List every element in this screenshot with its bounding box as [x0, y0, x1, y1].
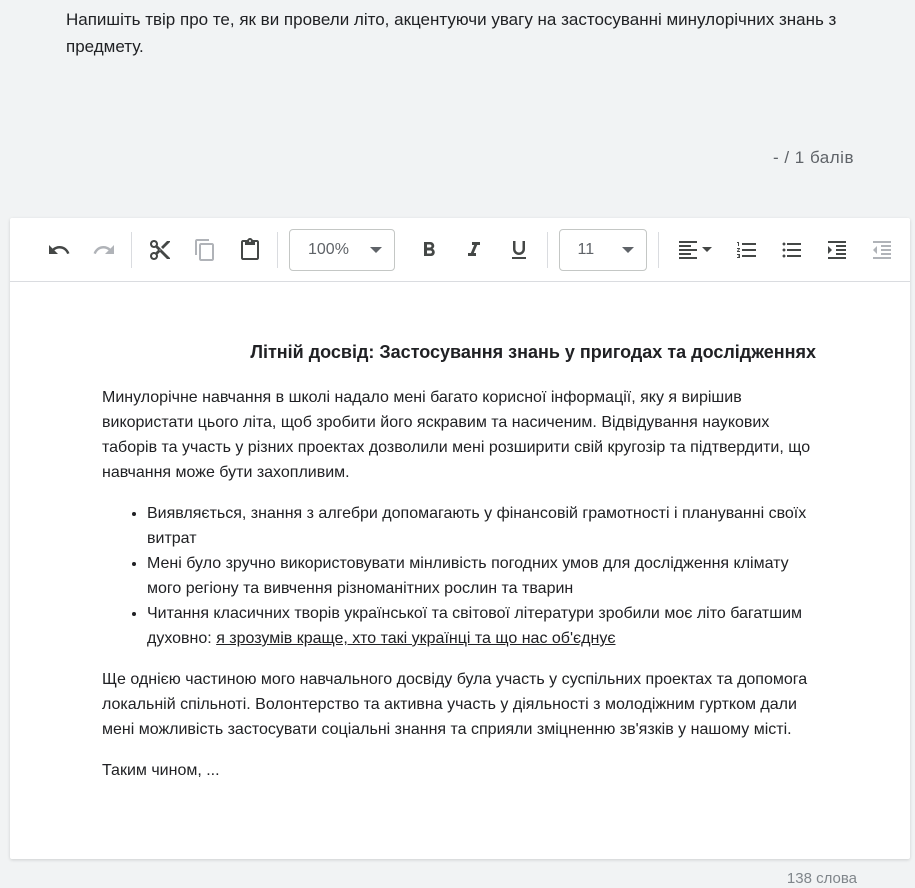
list-item	[147, 601, 822, 651]
italic-button[interactable]	[457, 233, 491, 267]
chevron-down-icon	[702, 247, 712, 252]
word-count: 138 слова	[786, 870, 857, 887]
toolbar-divider	[547, 232, 548, 268]
align-button[interactable]	[669, 233, 719, 267]
toolbar-divider	[277, 232, 278, 268]
numbered-list-button[interactable]	[730, 233, 764, 267]
redo-button[interactable]	[87, 233, 121, 267]
text-editor	[10, 218, 910, 859]
paste-button[interactable]	[233, 233, 267, 267]
bold-icon	[417, 238, 441, 262]
cut-icon	[148, 238, 172, 262]
indent-decrease-button[interactable]	[865, 233, 899, 267]
indent-increase-button[interactable]	[820, 233, 854, 267]
bold-button[interactable]	[412, 233, 446, 267]
editor-toolbar	[10, 218, 910, 282]
document-title: Літній досвід: Застосування знань у пригодах та дослідженнях	[250, 342, 816, 362]
question-prompt: Напишіть твір про те, як ви провели літо, акцентуючи увагу на застосуванні минулорічних знань з предмету.	[66, 10, 837, 56]
paragraph: Минулорічне навчання в школі надало мені багато корисної інформації, яку я вирішив використати цього літа, щоб зробити його яскравим та насиченим. Відвідування наукових таборів та участь у різних проектах дозволили мені розширити свій кругозір та підтвердити, що навчання може бути захопливим.	[102, 389, 811, 481]
font-size-select[interactable]	[559, 229, 647, 271]
bullet-list	[102, 501, 822, 651]
chevron-down-icon	[370, 247, 382, 253]
paragraph: Таким чином, ...	[102, 762, 220, 779]
italic-icon	[462, 238, 486, 262]
score-label: - / 1 балів	[772, 148, 854, 167]
document-body[interactable]	[102, 340, 822, 799]
chevron-down-icon	[622, 247, 634, 253]
align-left-icon	[676, 238, 700, 262]
list-item: • Виявляється, знання з алгебри допомагають у фінансовій грамотності і плануванні своїх витрат	[147, 501, 822, 551]
copy-button[interactable]	[188, 233, 222, 267]
underline-button[interactable]	[502, 233, 536, 267]
toolbar-divider	[658, 232, 659, 268]
cut-button[interactable]	[143, 233, 177, 267]
undo-button[interactable]	[42, 233, 76, 267]
underlined-text: я зрозумів краще, хто такі українці та що нас об'єднує	[216, 630, 616, 647]
indent-decrease-icon	[870, 238, 894, 262]
underline-icon	[507, 238, 531, 262]
list-item: • Мені було зручно використовувати мінливість погодних умов для дослідження клімату мого регіону та вивчення різноманітних рослин та тварин	[147, 551, 822, 601]
bulleted-list-button[interactable]	[775, 233, 809, 267]
paragraph: Ще однією частиною мого навчального досвіду була участь у суспільних проектах та допомога локальній спільноті. Волонтерство та активна участь у діяльності з молодіжним гуртком дали мені можливість застосувати соціальні знання та сприяли зміцненню зв'язків у нашому місті.	[102, 671, 808, 738]
toolbar-divider	[131, 232, 132, 268]
redo-icon	[92, 238, 116, 262]
copy-icon	[193, 238, 217, 262]
zoom-value: 100%	[308, 240, 349, 258]
zoom-select[interactable]	[289, 229, 395, 271]
undo-icon	[47, 238, 71, 262]
font-size-value: 11	[577, 240, 595, 258]
indent-increase-icon	[825, 238, 849, 262]
bulleted-list-icon	[780, 238, 804, 262]
numbered-list-icon	[735, 238, 759, 262]
paste-icon	[238, 238, 262, 262]
list-item-text: Читання класичних творів української та світової літератури зробили моє літо багатшим духовно:	[147, 605, 803, 647]
